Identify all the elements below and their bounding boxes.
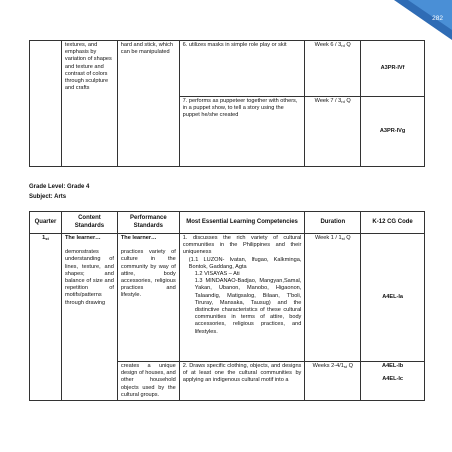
- content-line: and crafts: [64, 85, 90, 92]
- code-line: A4EL-Ic: [382, 376, 404, 383]
- performance-standards-cell: [117, 41, 179, 167]
- code-cell: A3PR-IVg: [361, 97, 425, 167]
- performance-head: The learner…: [120, 235, 157, 241]
- performance-line: can be manipulated: [120, 49, 170, 56]
- header-quarter: Quarter: [30, 212, 62, 234]
- content-line: emphasis by: [64, 49, 97, 56]
- quarter-value: 1st: [30, 234, 62, 401]
- code-cell: A4EL-Ia: [361, 234, 425, 362]
- top-table: [29, 40, 425, 167]
- content-text: demonstrates understanding of lines, texture, and shapes; and balance of size and repetition of motifs/patterns through drawing: [64, 249, 114, 306]
- code-cell: A3PR-IVf: [361, 41, 425, 97]
- code-cell-2: [361, 362, 425, 401]
- competency-sub: 1.3 MINDANAO-Badjao, Mangyan,Samal, Yakan, Ubanon, Manobo, Higaonon, Talaandig, Matigsalog, Bilaan, T'boli, Tiruray, Mansaka, Tausug) and the distinctive characteristics of these cultural communities in terms of attire, body accessories, religious practices, and lifestyles.: [194, 278, 302, 335]
- quarter-cell: [30, 41, 62, 167]
- performance-text: practices variety of culture in the community by way of attire, body accessories, religious practices and lifestyle.: [120, 249, 176, 299]
- competency-sub: (1.1 LUZON- Ivatan, Ifugao, Kalkminga, Bontok, Gaddang, Agta: [188, 256, 302, 270]
- page-number: 282: [432, 15, 443, 22]
- content-line: and texture and: [64, 63, 104, 70]
- content-line: variation of shapes: [64, 56, 112, 63]
- grade-level: Grade Level: Grade 4: [29, 184, 90, 190]
- competency-cell: 6. utilizes masks in simple role play or skit: [179, 41, 305, 97]
- competency-cell: [179, 234, 305, 362]
- code-line: A4EL-Ib: [382, 363, 404, 369]
- competency-text: 1. discusses the rich variety of cultural communities in the Philippines and their uniqueness: [182, 235, 302, 256]
- duration-cell-2: Weeks 2-4/1st Q: [305, 362, 361, 401]
- header-code: K-12 CG Code: [361, 212, 425, 234]
- competency-sub: 1.2 VISAYAS – Ati: [194, 271, 240, 278]
- content-line: through sculpture: [64, 78, 109, 85]
- page-corner-banner: [394, 0, 452, 40]
- duration-cell: Week 7 / 3rd Q: [305, 97, 361, 167]
- performance-line: hard and stick, which: [120, 42, 174, 48]
- subject-label: Subject: Arts: [29, 194, 67, 200]
- header-competencies: Most Essential Learning Competencies: [179, 212, 305, 234]
- header-duration: Duration: [305, 212, 361, 234]
- duration-cell: Week 6 / 3rd Q: [305, 41, 361, 97]
- competency-cell-2: 2. Draws specific clothing, objects, and designs of at least one the cultural communities by applying an indigenous cultural motif into a: [179, 362, 305, 401]
- competency-cell: 7. performs as puppeteer together with others, in a puppet show, to tell a story using the puppet he/she created: [179, 97, 305, 167]
- header-content-standards: Content Standards: [61, 212, 117, 234]
- curriculum-table: [29, 211, 425, 401]
- duration-cell: Week 1 / 1st Q: [305, 234, 361, 362]
- content-standards-cell: [61, 234, 117, 401]
- performance-standards-cell: [117, 234, 179, 362]
- content-line: contrast of colors: [64, 70, 108, 77]
- content-line: textures, and: [64, 42, 98, 48]
- performance-standards-cell-2: creates a unique design of houses, and other household objects used by the cultural groups.: [117, 362, 179, 401]
- content-head: The learner…: [64, 235, 101, 241]
- content-standards-cell: [61, 41, 117, 167]
- header-performance-standards: Performance Standards: [117, 212, 179, 234]
